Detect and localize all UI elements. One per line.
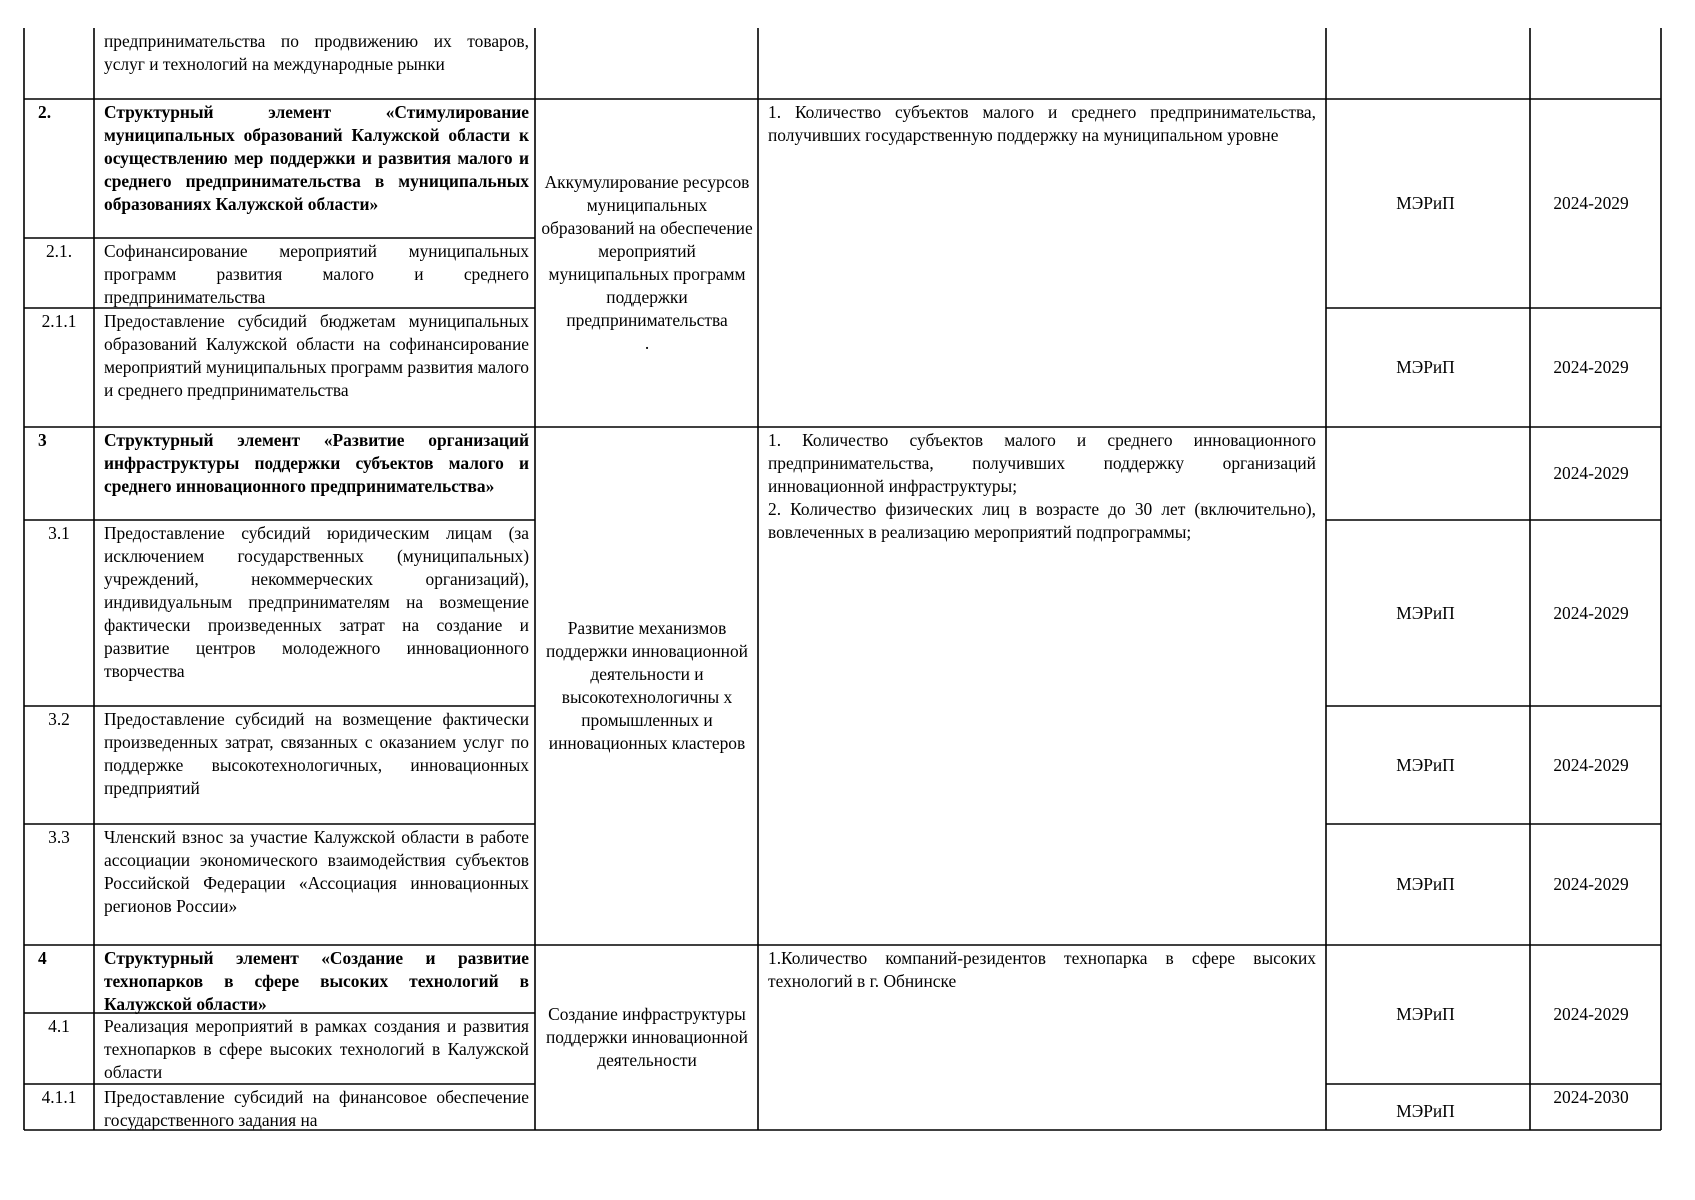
row-2-1-1-name: Предоставление субсидий бюджетам муниципальных образований Калужской области на софинансирование мероприятий муниципальных программ развития малого и среднего предпринимательства (104, 311, 529, 400)
row-3-1-number: 3.1 (48, 523, 70, 543)
period-cell (1527, 99, 1655, 308)
row-3-number: 3 (38, 430, 47, 450)
period-text: 2024-2029 (1553, 463, 1629, 483)
period-cell (1527, 1086, 1655, 1109)
executor-text: МЭРиП (1396, 1100, 1455, 1121)
row-2-1-1-number: 2.1.1 (41, 311, 77, 331)
row-4-1-1-number: 4.1.1 (41, 1087, 77, 1107)
task-group-2-text: Аккумулирование ресурсов муниципальных образований на обеспечение мероприятий муниципальных программ поддержки предпринимательства (541, 172, 753, 330)
row-4-1-name: Реализация мероприятий в рамках создания и развития технопарков в сфере высоких технологий в Калужской области (104, 1016, 529, 1082)
executor-text: МЭРиП (1396, 874, 1455, 894)
row-3-2-number: 3.2 (48, 709, 70, 729)
row-2-number: 2. (38, 102, 52, 122)
executor-cell (1325, 308, 1526, 427)
period-text: 2024-2029 (1553, 754, 1629, 775)
row-4-name: Структурный элемент «Создание и развитие технопарков в сфере высоких технологий в Калужской области» (104, 948, 529, 1014)
period-cell (1527, 520, 1655, 706)
row-4-number: 4 (38, 948, 47, 968)
task-group-2 (540, 99, 754, 427)
period-cell (1527, 706, 1655, 824)
task-group-2-tail: . (644, 333, 650, 353)
executor-cell (1325, 520, 1526, 706)
period-cell (1527, 824, 1655, 945)
executor-cell (1325, 824, 1526, 945)
period-text: 2024-2029 (1553, 602, 1629, 623)
row-3-1-name: Предоставление субсидий юридическим лицам (за исключением государственных (муниципальных) учреждений, некоммерческих организаций), индивидуальным предпринимателям на возмещение фактически произведенных затрат на создание и развитие центров молодежного инновационного творчества (104, 523, 529, 681)
task-group-3 (540, 427, 754, 945)
row-3-name: Структурный элемент «Развитие организаций инфраструктуры поддержки субъектов малого и среднего инновационного предпринимательства» (104, 430, 529, 496)
executor-cell (1325, 99, 1526, 308)
executor-text: МЭРиП (1396, 602, 1455, 623)
executor-text: МЭРиП (1396, 754, 1455, 775)
row-3-3-number: 3.3 (48, 827, 70, 847)
period-cell (1527, 427, 1655, 520)
period-cell (1527, 308, 1655, 427)
period-cell (1527, 945, 1655, 1084)
executor-cell (1325, 945, 1526, 1084)
period-text: 2024-2029 (1553, 874, 1629, 894)
row-2-name: Структурный элемент «Стимулирование муниципальных образований Калужской области к осуществлению мер поддержки и развития малого и среднего предпринимательства в муниципальных образованиях Калужской области» (104, 102, 529, 214)
executor-cell (1325, 1092, 1526, 1130)
row-3-3-name: Членский взнос за участие Калужской области в работе ассоциации экономического взаимодействия субъектов Российской Федерации «Ассоциация инновационных регионов России» (104, 827, 529, 916)
executor-cell (1325, 706, 1526, 824)
indicator-group-3-item-1: 1. Количество субъектов малого и среднего инновационного предпринимательства, получивших поддержку организаций инновационной инфраструктуры; (768, 430, 1316, 496)
period-text: 2024-2029 (1553, 1004, 1629, 1024)
indicator-group-3 (768, 429, 1316, 544)
indicator-group-3-item-2: 2. Количество физических лиц в возрасте до 30 лет (включительно), вовлеченных в реализацию мероприятий подпрограммы; (768, 499, 1316, 542)
indicator-group-2: 1. Количество субъектов малого и среднего предпринимательства, получивших государственную поддержку на муниципальном уровне (768, 102, 1316, 145)
executor-text: МЭРиП (1396, 193, 1455, 213)
indicator-group-4: 1.Количество компаний-резидентов технопарка в сфере высоких технологий в г. Обнинске (768, 948, 1316, 991)
executor-text: МЭРиП (1396, 1004, 1455, 1024)
task-group-4 (540, 945, 754, 1130)
row-3-2-name: Предоставление субсидий на возмещение фактически произведенных затрат, связанных с оказанием услуг по поддержке высокотехнологичных, инновационных предприятий (104, 709, 529, 798)
row-cont-name: предпринимательства по продвижению их товаров, услуг и технологий на международные рынки (104, 31, 529, 74)
task-group-4-text: Создание инфраструктуры поддержки инновационной деятельности (546, 1004, 748, 1070)
period-text: 2024-2029 (1553, 357, 1629, 377)
row-2-1-number: 2.1. (45, 241, 73, 261)
row-4-1-number: 4.1 (48, 1016, 70, 1036)
task-group-3-text: Развитие механизмов поддержки инновационной деятельности и высокотехнологичны х промышленных и инновационных кластеров (546, 618, 748, 753)
period-text: 2024-2030 (1553, 1087, 1629, 1107)
row-4-1-1-name: Предоставление субсидий на финансовое обеспечение государственного задания на (104, 1087, 529, 1130)
executor-text: МЭРиП (1396, 357, 1455, 377)
period-text: 2024-2029 (1553, 193, 1629, 213)
row-2-1-name: Софинансирование мероприятий муниципальных программ развития малого и среднего предпринимательства (104, 241, 529, 307)
